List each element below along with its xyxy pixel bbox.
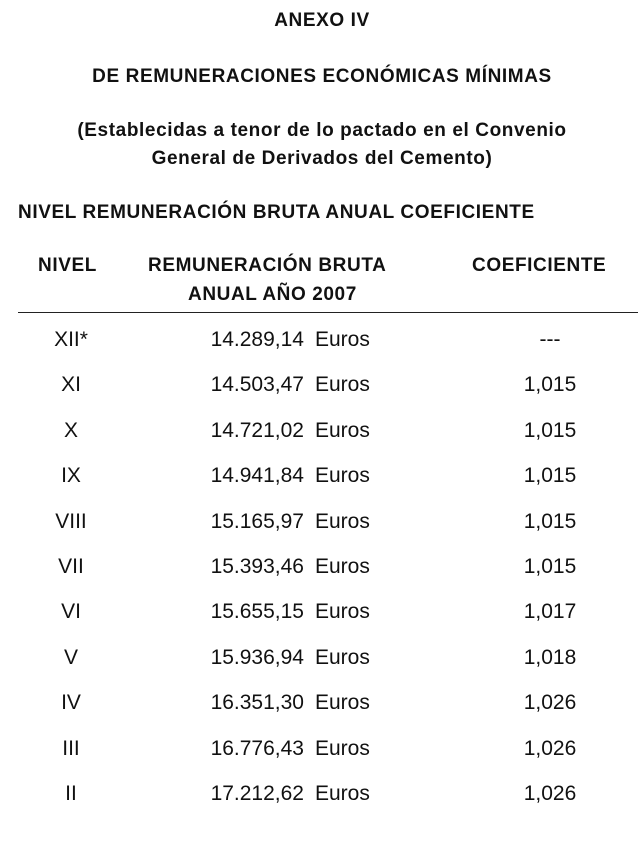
- coeficiente-cell: 1,015: [523, 509, 577, 533]
- amount-cell: 15.936,94: [210, 645, 304, 669]
- amount-cell: 14.289,14: [210, 328, 304, 351]
- amount-cell: 16.351,30: [210, 691, 304, 715]
- currency-unit-cell: Euros: [315, 509, 370, 533]
- nivel-cell: X: [63, 418, 78, 442]
- currency-unit-cell: Euros: [315, 373, 370, 397]
- currency-unit-cell: Euros: [315, 418, 370, 442]
- annex-title: ANEXO IV: [274, 10, 370, 31]
- currency-unit-cell: Euros: [315, 782, 370, 805]
- currency-unit-cell: Euros: [315, 691, 370, 715]
- nivel-cell: IX: [61, 464, 81, 488]
- amount-cell: 15.165,97: [210, 509, 304, 533]
- table-row: [0, 737, 644, 767]
- amount-cell: 14.941,84: [210, 464, 304, 488]
- agreement-note-line-1: (Establecidas a tenor de lo pactado en el Convenio: [77, 120, 567, 141]
- nivel-cell: XI: [61, 373, 81, 397]
- coeficiente-cell: 1,015: [523, 555, 577, 578]
- nivel-cell: VIII: [55, 509, 87, 533]
- table-row: [0, 510, 644, 540]
- coeficiente-cell: 1,026: [523, 691, 577, 715]
- nivel-cell: VI: [61, 600, 81, 624]
- table-row: [0, 691, 644, 721]
- coeficiente-cell: 1,026: [523, 736, 577, 760]
- column-header-remuneracion-line-2: ANUAL AÑO 2007: [188, 284, 357, 305]
- table-row: [0, 782, 644, 812]
- table-row: [0, 419, 644, 449]
- table-row: [0, 555, 644, 585]
- coeficiente-cell: ---: [539, 328, 561, 351]
- currency-unit-cell: Euros: [315, 600, 370, 624]
- amount-cell: 17.212,62: [210, 782, 304, 805]
- currency-unit-cell: Euros: [315, 736, 370, 760]
- column-header-remuneracion-line-1: REMUNERACIÓN BRUTA: [148, 255, 387, 276]
- amount-cell: 14.503,47: [210, 373, 304, 397]
- amount-cell: 14.721,02: [210, 418, 304, 442]
- amount-cell: 16.776,43: [210, 736, 304, 760]
- section-heading: NIVEL REMUNERACIÓN BRUTA ANUAL COEFICIENTE: [18, 202, 535, 223]
- table-row: [0, 373, 644, 403]
- currency-unit-cell: Euros: [315, 645, 370, 669]
- coeficiente-cell: 1,017: [523, 600, 577, 624]
- table-row: [0, 600, 644, 630]
- nivel-cell: VII: [58, 555, 84, 578]
- coeficiente-cell: 1,018: [523, 645, 577, 669]
- coeficiente-cell: 1,015: [523, 373, 577, 397]
- coeficiente-cell: 1,015: [523, 464, 577, 488]
- amount-cell: 15.655,15: [210, 600, 304, 624]
- nivel-cell: II: [65, 782, 77, 805]
- table-row: [0, 646, 644, 676]
- amount-cell: 15.393,46: [210, 555, 304, 578]
- table-row: [0, 464, 644, 494]
- annex-subtitle: DE REMUNERACIONES ECONÓMICAS MÍNIMAS: [92, 66, 552, 87]
- nivel-cell: III: [62, 736, 80, 760]
- column-header-nivel: NIVEL: [38, 255, 97, 276]
- nivel-cell: XII*: [54, 328, 88, 351]
- table-row: [0, 328, 644, 358]
- coeficiente-cell: 1,026: [523, 782, 577, 805]
- currency-unit-cell: Euros: [315, 464, 370, 488]
- currency-unit-cell: Euros: [315, 555, 370, 578]
- coeficiente-cell: 1,015: [523, 418, 577, 442]
- column-header-coeficiente: COEFICIENTE: [472, 255, 607, 276]
- agreement-note-line-2: General de Derivados del Cemento): [151, 148, 493, 169]
- nivel-cell: V: [63, 645, 78, 669]
- nivel-cell: IV: [61, 691, 81, 715]
- currency-unit-cell: Euros: [315, 328, 370, 351]
